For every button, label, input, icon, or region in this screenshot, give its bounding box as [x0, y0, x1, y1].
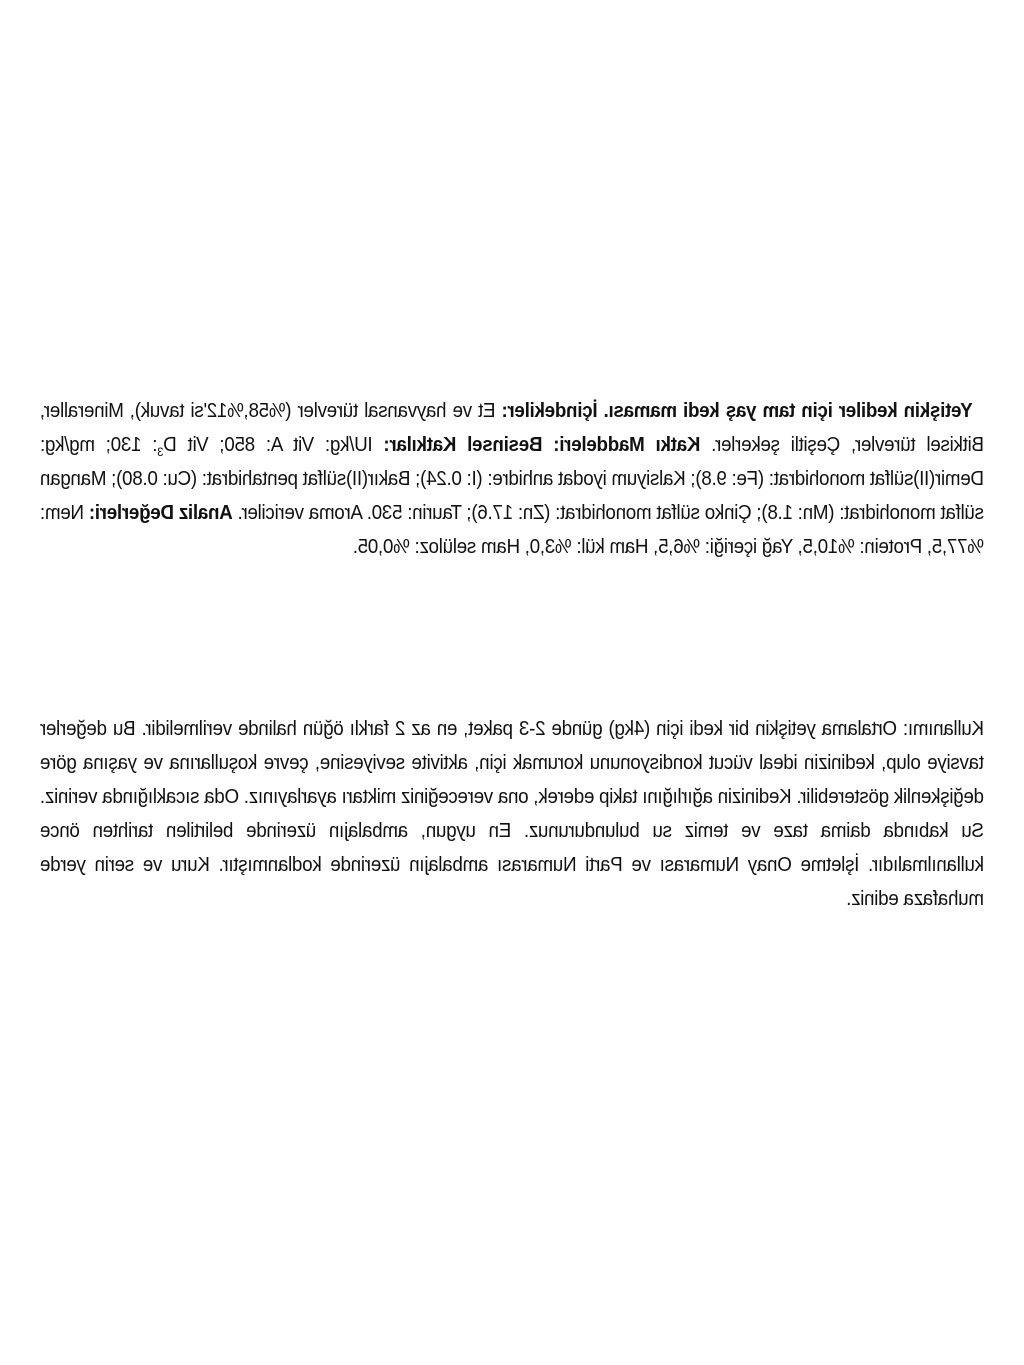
usage-block — [40, 712, 984, 916]
usage-paragraph: Kullanımı: Ortalama yetişkin bir kedi için (4kg) günde 2-3 paket, en az 2 farklı öğün halinde verilmelidir. Bu değerler tavsiye olup, kedinizin ideal vücut kondisyonunu korumak için, aktivite seviyesine, çevre koşullarına ve yaşına göre değişkenlik gösterebilir. Kedinizin ağırlığını takip ederek, ona vereceğiniz miktarı ayarlayınız. Oda sıcaklığında veriniz. Su kabında daima taze ve temiz su bulundurunuz. En uygun, ambalajın üzerinde belirtilen tarihten önce kullanılmalıdır. İşletme Onay Numarası ve Parti Numarası ambalajın üzerinde kodlanmıştır. Kuru ve serin yerde muhafaza ediniz. — [40, 718, 984, 910]
ingredients-paragraph — [40, 394, 984, 564]
ingredients-intro: Yetişkin kediler için tam yaş kedi maması. İçindekiler: — [501, 400, 973, 422]
ingredients-text: Et ve hayvansal türevler (%58,%12'si tavuk), Mineraller, Bitkisel türevler, Çeşitli şekerler. — [40, 400, 984, 456]
additives-label: Katkı Maddeleri: Besinsel Katkılar: — [383, 434, 701, 456]
ingredients-block — [40, 394, 984, 564]
analysis-label: Analiz Değerleri: — [89, 502, 233, 524]
vitamins-text-1: IU/kg: Vit A: 850; Vit D — [163, 434, 384, 456]
vitamin-d-subscript: 3 — [157, 445, 164, 459]
analysis-text: Nem: %77,5, Protein: %10,5, Yağ içeriği: %6,5, Ham kül: %3,0, Ham selüloz: %0,05. — [40, 502, 984, 558]
vitamins-text-2: : 130; mg/kg: Demir(II)sülfat monohidrat: (Fe: 9.8); Kalsiyum iyodat anhidre: (I: 0.24); Bakır(II)sülfat pentahidrat: (Cu: 0.80); Mangan sülfat monohidrat: (Mn: 1.8); Çinko sülfat monohidrat: (Zn: 17.6); Taurin: 530. Aroma vericiler. — [40, 434, 984, 524]
